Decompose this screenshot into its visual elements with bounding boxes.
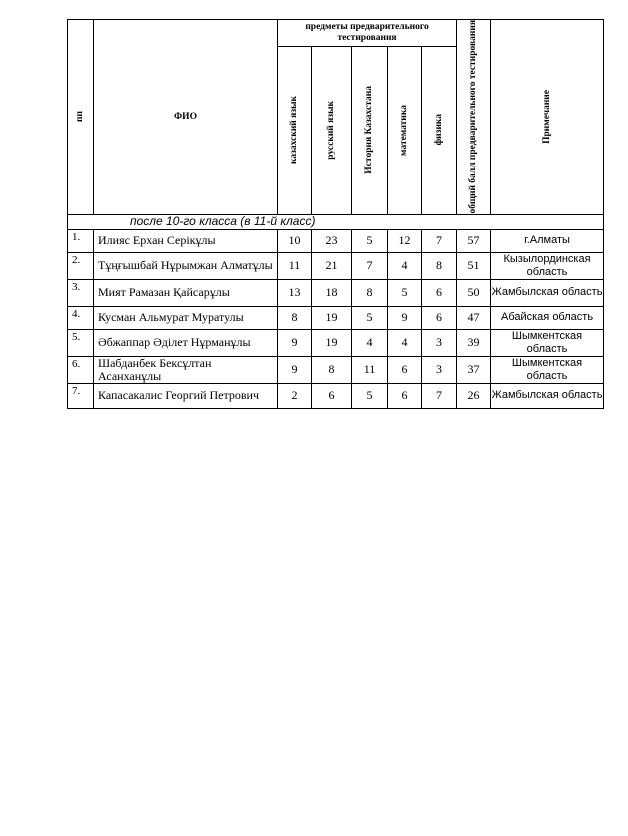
subject-score: 5 [352, 306, 388, 329]
student-name: Капасакалис Георгий Петрович [94, 383, 278, 408]
row-number: 7. [68, 383, 94, 408]
results-table [67, 19, 604, 409]
subject-score: 23 [312, 229, 352, 252]
table-row [68, 329, 604, 356]
subject-score: 6 [422, 279, 457, 306]
subject-score: 8 [278, 306, 312, 329]
header-num: пп [68, 20, 94, 215]
table-row [68, 306, 604, 329]
total-score: 26 [457, 383, 491, 408]
row-number: 2. [68, 252, 94, 279]
header-total: общий балл предварительного тестирования [457, 20, 491, 215]
table-row [68, 356, 604, 383]
subject-score: 6 [388, 356, 422, 383]
total-score: 47 [457, 306, 491, 329]
subject-score: 4 [388, 329, 422, 356]
table-row [68, 229, 604, 252]
row-number: 1. [68, 229, 94, 252]
note-cell: Абайская область [491, 306, 604, 329]
subject-score: 9 [278, 329, 312, 356]
subject-score: 5 [388, 279, 422, 306]
subject-score: 2 [278, 383, 312, 408]
subject-score: 4 [352, 329, 388, 356]
total-score: 50 [457, 279, 491, 306]
subject-score: 6 [312, 383, 352, 408]
subject-score: 13 [278, 279, 312, 306]
table-row [68, 252, 604, 279]
note-cell: г.Алматы [491, 229, 604, 252]
student-name: Илияс Ерхан Серікұлы [94, 229, 278, 252]
header-subject-kazakh: казахский язык [278, 46, 312, 214]
subject-score: 11 [278, 252, 312, 279]
section-row [68, 214, 604, 229]
table-row [68, 279, 604, 306]
subject-score: 7 [352, 252, 388, 279]
row-number: 3. [68, 279, 94, 306]
header-subject-math: математика [388, 46, 422, 214]
student-name: Тұңғышбай Нұрымжан Алматұлы [94, 252, 278, 279]
header-subject-history: История Казахстана [352, 46, 388, 214]
subject-score: 11 [352, 356, 388, 383]
row-number: 4. [68, 306, 94, 329]
subject-score: 5 [352, 229, 388, 252]
row-number: 5. [68, 329, 94, 356]
total-score: 37 [457, 356, 491, 383]
total-score: 39 [457, 329, 491, 356]
subject-score: 9 [278, 356, 312, 383]
note-cell: Жамбылская область [491, 279, 604, 306]
subject-score: 7 [422, 383, 457, 408]
subject-score: 21 [312, 252, 352, 279]
table-row [68, 383, 604, 408]
subject-score: 6 [388, 383, 422, 408]
total-score: 51 [457, 252, 491, 279]
subject-score: 3 [422, 329, 457, 356]
student-name: Мият Рамазан Қайсарұлы [94, 279, 278, 306]
student-name: Кусман Альмурат Муратулы [94, 306, 278, 329]
subject-score: 8 [312, 356, 352, 383]
subject-score: 19 [312, 329, 352, 356]
subject-score: 5 [352, 383, 388, 408]
subject-score: 3 [422, 356, 457, 383]
subject-score: 4 [388, 252, 422, 279]
note-cell: Шымкентская область [491, 356, 604, 383]
header-subjects-group: предметы предварительного тестирования [278, 20, 457, 47]
subject-score: 19 [312, 306, 352, 329]
note-cell: Шымкентская область [491, 329, 604, 356]
header-note: Примечание [491, 20, 604, 215]
header-subject-russian: русский язык [312, 46, 352, 214]
subject-score: 7 [422, 229, 457, 252]
header-fio: ФИО [94, 20, 278, 215]
subject-score: 10 [278, 229, 312, 252]
subject-score: 12 [388, 229, 422, 252]
subject-score: 6 [422, 306, 457, 329]
note-cell: Кызылординская область [491, 252, 604, 279]
row-number: 6. [68, 356, 94, 383]
subject-score: 9 [388, 306, 422, 329]
student-name: Шабданбек Бексұлтан Асанханұлы [94, 356, 278, 383]
subject-score: 8 [422, 252, 457, 279]
student-name: Әбжаппар Әділет Нұрманұлы [94, 329, 278, 356]
note-cell: Жамбылская область [491, 383, 604, 408]
header-subject-physics: физика [422, 46, 457, 214]
subject-score: 18 [312, 279, 352, 306]
subject-score: 8 [352, 279, 388, 306]
section-title: после 10-го класса (в 11-й класс) [68, 214, 604, 229]
total-score: 57 [457, 229, 491, 252]
